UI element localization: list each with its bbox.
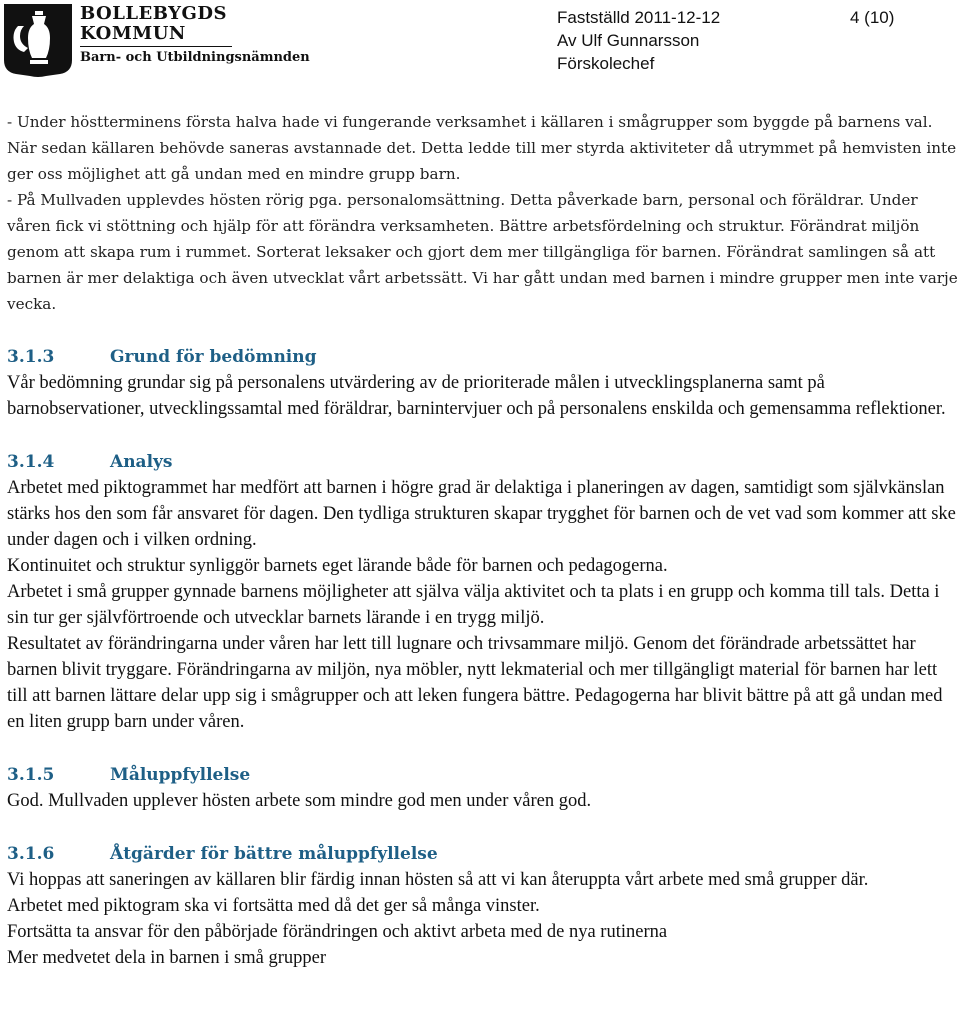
section-3-1-4 — [7, 449, 959, 735]
section-title: Analys — [110, 452, 173, 472]
intro-text — [7, 109, 959, 317]
section-heading — [7, 762, 959, 788]
section-paragraph: Arbetet med piktogram ska vi fortsätta med då det ger så många vinster. — [7, 896, 540, 916]
org-divider — [80, 46, 232, 47]
organization-name — [80, 4, 310, 66]
section-title: Åtgärder för bättre måluppfyllelse — [110, 844, 438, 864]
section-title: Måluppfyllelse — [110, 765, 251, 785]
municipal-crest-logo — [2, 2, 74, 78]
page-number: 4 (10) — [850, 8, 895, 27]
section-paragraph: Resultatet av förändringarna under våren har lett till lugnare och trivsammare miljö. Genom det förändrade arbetssättet har barnen blivit tryggare. Förändringarna av miljön, nya möbler, nytt lekmaterial och mer tillgängligt material för barnen har lett till att barnen lättare delar upp sig i smågrupper och att leken fungera bättre. Pedagogerna har blivit bättre på att gå undan med en liten grupp barn under våren. — [7, 634, 943, 732]
section-paragraph: Kontinuitet och struktur synliggör barnets eget lärande både för barnen och pedagogerna. — [7, 556, 668, 576]
section-title: Grund för bedömning — [110, 347, 317, 367]
section-paragraph: Vår bedömning grundar sig på personalens utvärdering av de prioriterade målen i utvecklingsplanerna samt på barnobservationer, utvecklingssamtal med föräldrar, barnintervjuer och på personalens enskilda och gemensamma reflektioner. — [7, 373, 946, 419]
document-meta — [557, 6, 720, 75]
page-header — [0, 0, 960, 80]
intro-paragraph: - Under höstterminens första halva hade vi fungerande verksamhet i källaren i smågrupper som byggde på barnens val. När sedan källaren behövde saneras avstannade det. Detta ledde till mer styrda aktiviteter då utrymmet på hemvisten inte ger oss möjlighet att gå undan med en mindre grupp barn. — [7, 113, 957, 183]
section-paragraph: Vi hoppas att saneringen av källaren blir färdig innan hösten så att vi kan återuppta vårt arbete med små grupper där. — [7, 870, 869, 890]
document-body — [7, 80, 959, 971]
section-number: 3.1.4 — [7, 452, 55, 472]
meta-line-date: Fastställd 2011-12-12 — [557, 8, 721, 27]
section-paragraph: Fortsätta ta ansvar för den påbörjade förändringen och aktivt arbeta med de nya rutinerna — [7, 922, 668, 942]
section-number: 3.1.3 — [7, 347, 55, 367]
intro-paragraph: - På Mullvaden upplevdes hösten rörig pga. personalomsättning. Detta påverkade barn, personal och föräldrar. Under våren fick vi stöttning och hjälp för att förändra verksamheten. Bättre arbetsfördelning och struktur. Förändrat miljön genom att skapa rum i rummet. Sorterat leksaker och gjort dem mer tillgängliga för barnen. Förändrat samlingen så att barnen är mer delaktiga och även utvecklat vårt arbetssätt. Vi har gått undan med barnen i mindre grupper men inte varje vecka. — [7, 191, 958, 313]
section-paragraph: Mer medvetet dela in barnen i små grupper — [7, 948, 327, 968]
org-name-line1: BOLLEBYGDS — [80, 3, 227, 24]
org-subtitle: Barn- och Utbildningsnämnden — [80, 50, 310, 65]
section-3-1-3 — [7, 344, 959, 422]
section-heading — [7, 344, 959, 370]
section-paragraph: Arbetet i små grupper gynnade barnens möjligheter att själva välja aktivitet och ta plats i en grupp och komma till tals. Detta i sin tur ger självförtroende och utvecklar barnets lärande i en trygg miljö. — [7, 582, 940, 628]
section-heading — [7, 841, 959, 867]
org-name-line2: KOMMUN — [80, 23, 186, 44]
section-heading — [7, 449, 959, 475]
section-number: 3.1.5 — [7, 765, 55, 785]
section-number: 3.1.6 — [7, 844, 55, 864]
section-3-1-6 — [7, 841, 959, 971]
section-paragraph: Arbetet med piktogrammet har medfört att barnen i högre grad är delaktiga i planeringen av dagen, samtidigt som självkänslan stärks hos den som får ansvaret för dagen. Den tydliga strukturen skapar trygghet för barnen och de vet vad som kommer att ske under dagen och i vilken ordning. — [7, 478, 956, 550]
meta-line-role: Förskolechef — [557, 54, 655, 73]
meta-line-author: Av Ulf Gunnarsson — [557, 31, 700, 50]
section-paragraph: God. Mullvaden upplever hösten arbete som mindre god men under våren god. — [7, 791, 592, 811]
section-3-1-5 — [7, 762, 959, 814]
